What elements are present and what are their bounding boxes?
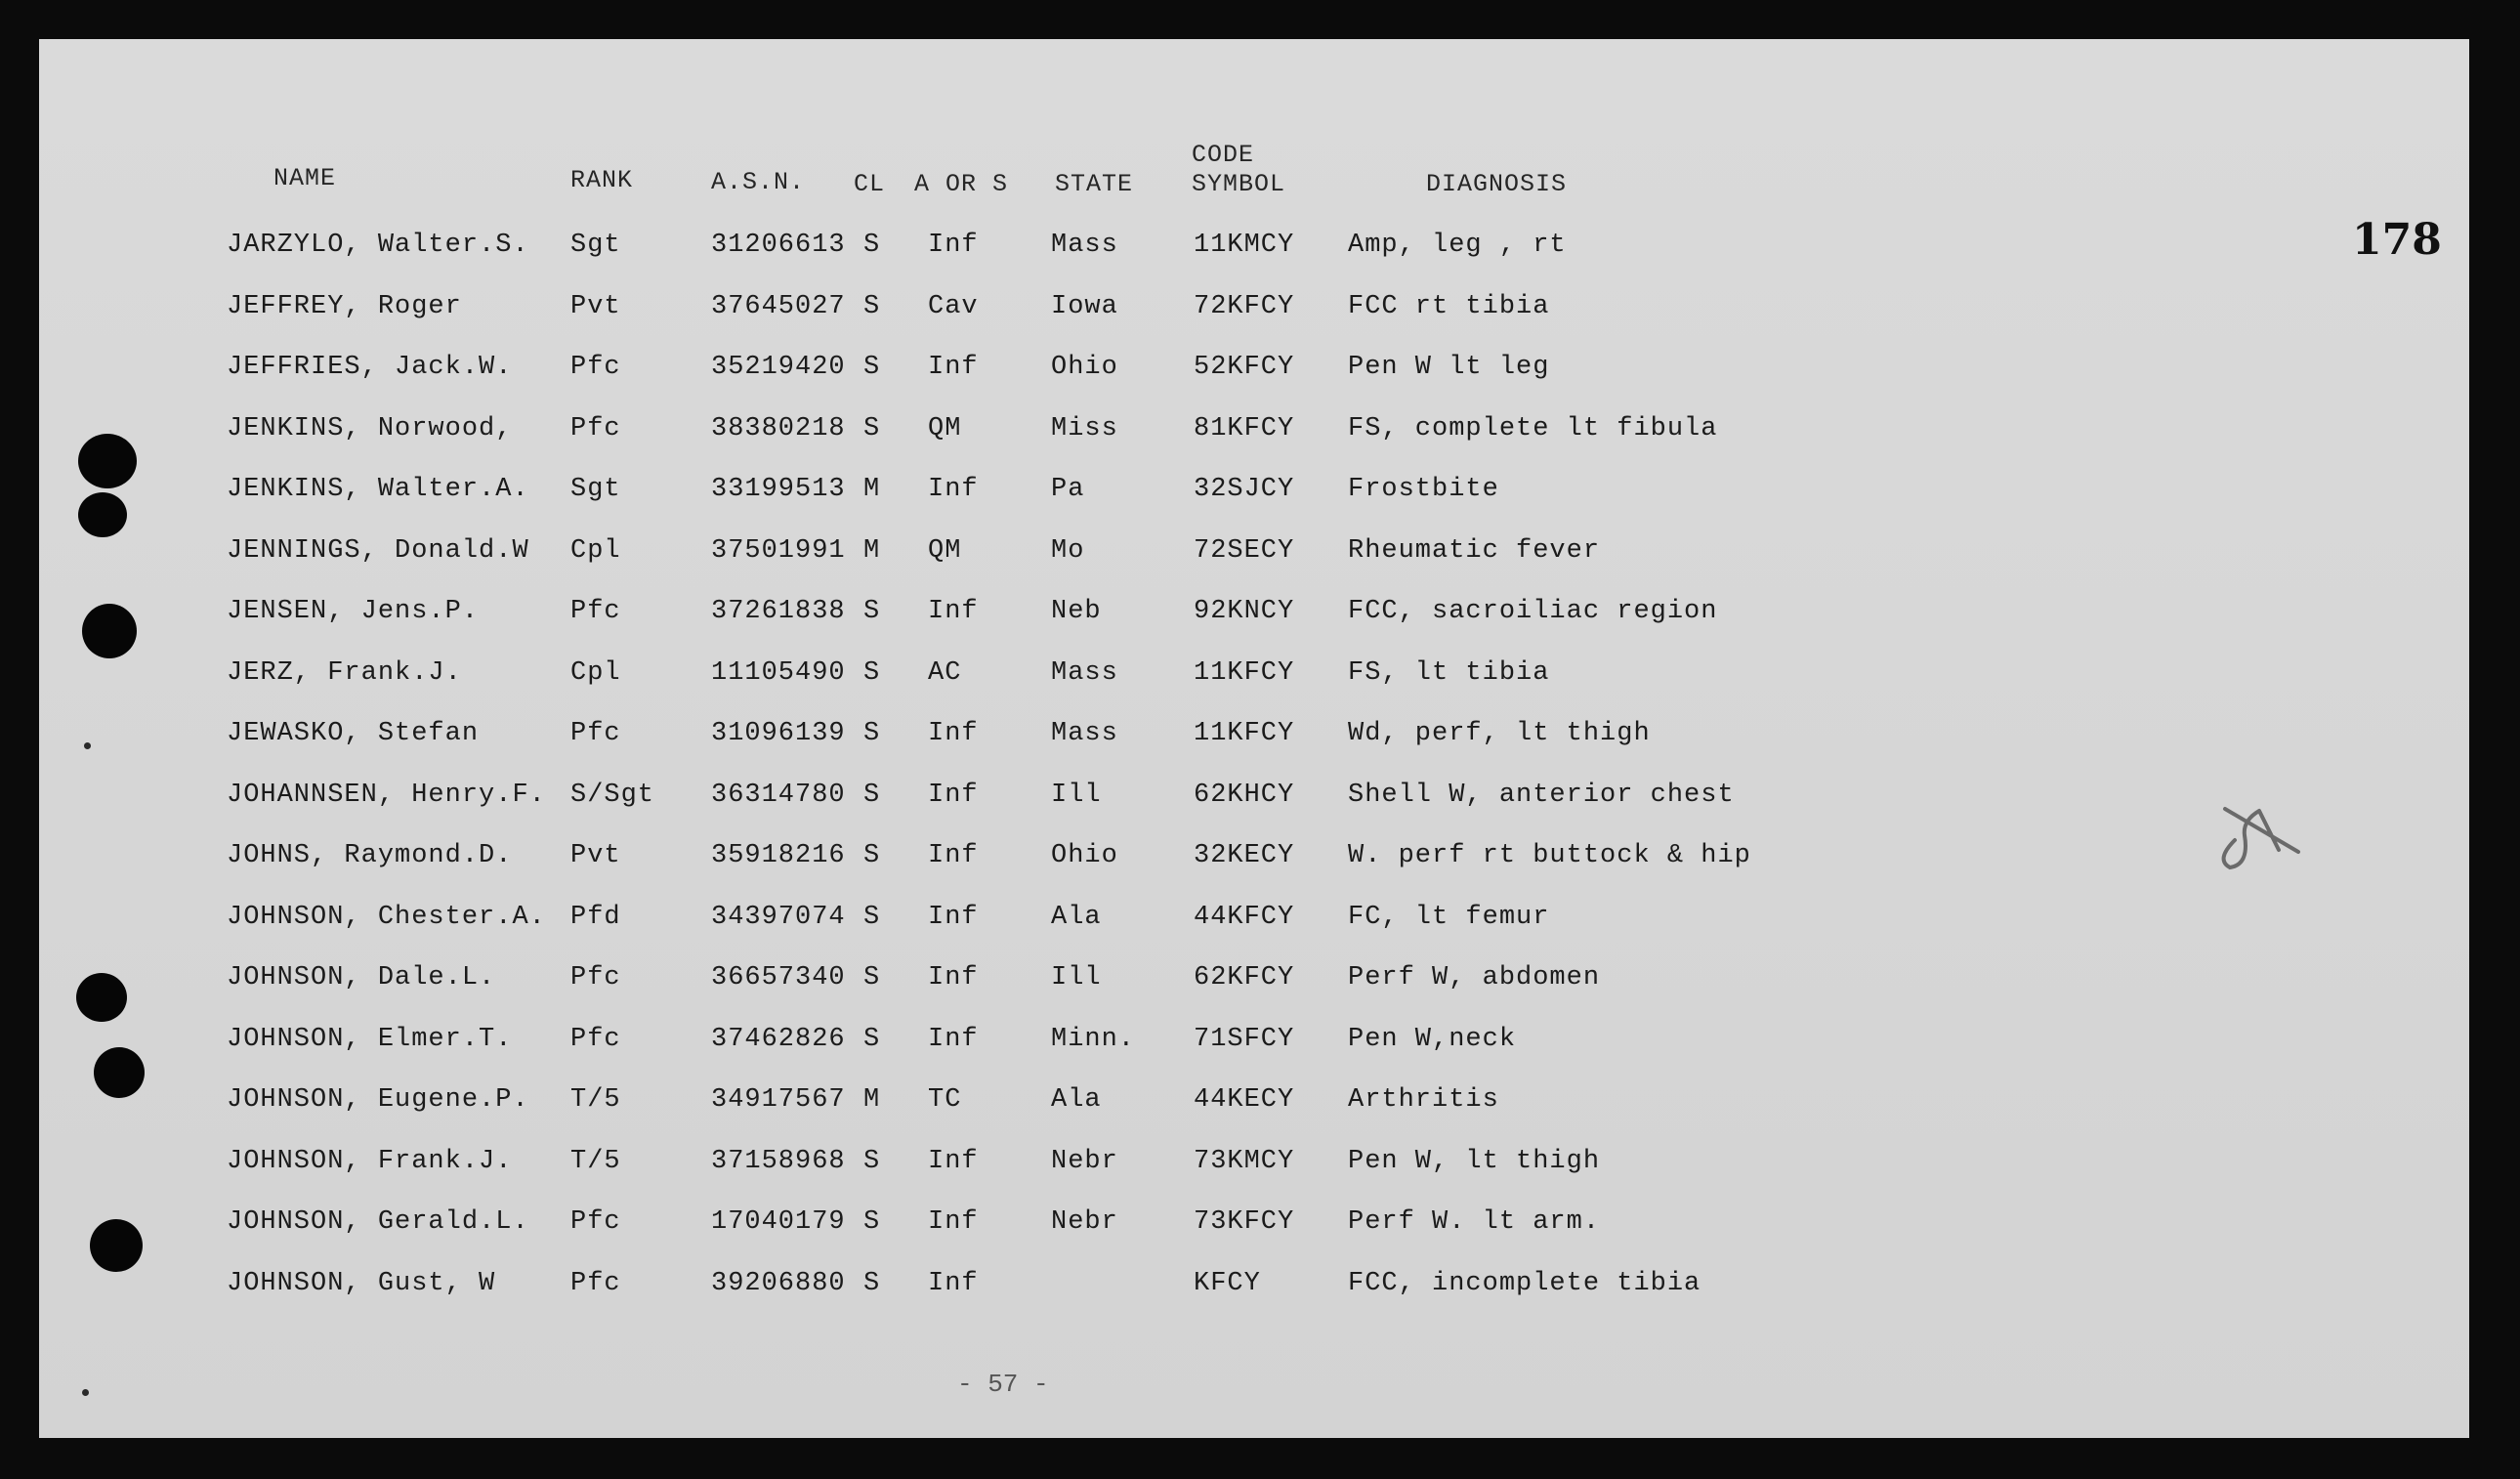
cell-rank: Cpl [570,535,621,566]
cell-name: JENNINGS, Donald.W [227,535,529,566]
cell-rank: Pfd [570,902,621,932]
cell-name: JARZYLO, Walter.S. [227,231,529,260]
cell-code: 62KHCY [1194,780,1295,810]
header-rank: RANK [570,166,634,194]
cell-name: JENSEN, Jens.P. [227,597,480,626]
cell-diagnosis: Pen W lt leg [1348,353,1550,382]
cell-asn: 37261838 [711,597,846,626]
cell-state: Ala [1051,902,1102,932]
punch-hole [82,604,137,658]
cell-code: 11KFCY [1194,719,1295,748]
cell-code: 32SJCY [1194,475,1295,504]
cell-code: 52KFCY [1194,353,1295,382]
cell-diagnosis: FC, lt femur [1348,902,1550,932]
header-symbol: SYMBOL [1192,170,1286,198]
cell-rank: Pfc [570,1268,621,1298]
punch-hole [78,492,127,537]
cell-code: 71SFCY [1194,1024,1295,1054]
cell-a-or-s: Inf [928,1207,979,1237]
cell-a-or-s: Inf [928,902,979,932]
cell-code: KFCY [1194,1268,1261,1298]
cell-diagnosis: Shell W, anterior chest [1348,780,1735,810]
cell-diagnosis: Pen W, lt thigh [1348,1146,1601,1176]
cell-a-or-s: QM [928,535,962,566]
cell-a-or-s: Cav [928,291,979,321]
cell-state: Nebr [1051,1146,1118,1176]
cell-cl: S [863,231,881,260]
cell-cl: S [863,657,881,688]
cell-a-or-s: AC [928,657,962,688]
cell-name: JOHNSON, Gust, W [227,1268,496,1298]
cell-rank: S/Sgt [570,780,655,810]
cell-diagnosis: FCC, sacroiliac region [1348,597,1718,626]
cell-state: Ala [1051,1085,1102,1115]
cell-cl: M [863,535,881,566]
cell-cl: S [863,413,881,444]
cell-state: Minn. [1051,1024,1136,1054]
cell-asn: 37462826 [711,1024,846,1054]
cell-asn: 35219420 [711,353,846,382]
cell-name: JEWASKO, Stefan [227,719,480,748]
cell-name: JOHNSON, Dale.L. [227,963,496,993]
speck [84,742,91,749]
cell-rank: Pfc [570,963,621,993]
cell-diagnosis: Amp, leg , rt [1348,231,1567,260]
cell-name: JENKINS, Norwood, [227,413,513,444]
cell-asn: 37645027 [711,291,846,321]
cell-name: JENKINS, Walter.A. [227,475,529,504]
cell-state: Mo [1051,535,1085,566]
cell-rank: Pfc [570,1207,621,1237]
cell-a-or-s: Inf [928,1024,979,1054]
cell-diagnosis: W. perf rt buttock & hip [1348,841,1751,870]
cell-name: JOHNSON, Elmer.T. [227,1024,513,1054]
cell-rank: Pvt [570,841,621,870]
cell-state: Mass [1051,657,1118,688]
cell-cl: S [863,291,881,321]
cell-diagnosis: FCC, incomplete tibia [1348,1268,1701,1298]
cell-diagnosis: FCC rt tibia [1348,291,1550,321]
cell-name: JOHNSON, Frank.J. [227,1146,513,1176]
cell-a-or-s: QM [928,413,962,444]
cell-asn: 11105490 [711,657,846,688]
cell-cl: S [863,597,881,626]
cell-rank: Pfc [570,413,621,444]
cell-cl: M [863,1085,881,1115]
cell-asn: 39206880 [711,1268,846,1298]
cell-code: 11KFCY [1194,657,1295,688]
cell-state: Mass [1051,719,1118,748]
header-asn: A.S.N. [711,168,806,196]
cell-name: JERZ, Frank.J. [227,657,462,688]
cell-state: Iowa [1051,291,1118,321]
cell-cl: S [863,1024,881,1054]
cell-diagnosis: Perf W, abdomen [1348,963,1601,993]
cell-cl: S [863,719,881,748]
header-diagnosis: DIAGNOSIS [1426,170,1568,198]
cell-a-or-s: Inf [928,719,979,748]
cell-asn: 37501991 [711,535,846,566]
punch-hole [76,973,127,1022]
page-number: 178 [2352,215,2442,265]
cell-asn: 31206613 [711,231,846,260]
cell-state: Ill [1051,963,1102,993]
cell-rank: T/5 [570,1085,621,1115]
cell-state: Nebr [1051,1207,1118,1237]
header-cl: CL [854,170,886,198]
cell-state: Ohio [1051,353,1118,382]
cell-asn: 36657340 [711,963,846,993]
cell-diagnosis: FS, complete lt fibula [1348,413,1718,444]
cell-rank: T/5 [570,1146,621,1176]
header-name: NAME [273,164,337,192]
cell-name: JEFFRIES, Jack.W. [227,353,513,382]
speck [82,1389,89,1396]
cell-cl: S [863,780,881,810]
cell-a-or-s: Inf [928,1268,979,1298]
cell-code: 73KMCY [1194,1146,1295,1176]
cell-code: 32KECY [1194,841,1295,870]
punch-hole [78,434,137,488]
header-a-or-s: A OR S [914,170,1009,198]
cell-a-or-s: Inf [928,475,979,504]
cell-a-or-s: Inf [928,1146,979,1176]
cell-a-or-s: Inf [928,231,979,260]
cell-state: Pa [1051,475,1085,504]
cell-diagnosis: Rheumatic fever [1348,535,1601,566]
cell-name: JEFFREY, Roger [227,291,462,321]
cell-asn: 35918216 [711,841,846,870]
cell-state: Miss [1051,413,1118,444]
pencil-mark-icon [2205,791,2303,879]
cell-name: JOHANNSEN, Henry.F. [227,780,546,810]
cell-state: Neb [1051,597,1102,626]
record-card [39,39,2469,1438]
cell-code: 11KMCY [1194,231,1295,260]
cell-cl: S [863,963,881,993]
cell-asn: 36314780 [711,780,846,810]
cell-name: JOHNS, Raymond.D. [227,841,513,870]
cell-code: 72KFCY [1194,291,1295,321]
footer-mark: - 57 - [957,1370,1049,1399]
cell-a-or-s: Inf [928,353,979,382]
cell-a-or-s: Inf [928,780,979,810]
cell-diagnosis: Frostbite [1348,475,1499,504]
cell-a-or-s: TC [928,1085,962,1115]
cell-rank: Sgt [570,231,621,260]
cell-rank: Pfc [570,597,621,626]
cell-diagnosis: Perf W. lt arm. [1348,1207,1601,1237]
header-state: STATE [1055,170,1134,198]
cell-asn: 17040179 [711,1207,846,1237]
cell-cl: S [863,1146,881,1176]
cell-state: Ill [1051,780,1102,810]
cell-asn: 37158968 [711,1146,846,1176]
cell-asn: 34917567 [711,1085,846,1115]
cell-code: 73KFCY [1194,1207,1295,1237]
cell-code: 44KFCY [1194,902,1295,932]
cell-asn: 38380218 [711,413,846,444]
cell-cl: M [863,475,881,504]
punch-hole [94,1047,145,1098]
cell-code: 62KFCY [1194,963,1295,993]
cell-code: 44KECY [1194,1085,1295,1115]
cell-diagnosis: FS, lt tibia [1348,657,1550,688]
cell-name: JOHNSON, Chester.A. [227,902,546,932]
cell-cl: S [863,353,881,382]
punch-hole [90,1219,143,1272]
cell-asn: 33199513 [711,475,846,504]
cell-cl: S [863,902,881,932]
cell-rank: Pfc [570,719,621,748]
cell-a-or-s: Inf [928,841,979,870]
cell-code: 92KNCY [1194,597,1295,626]
cell-cl: S [863,1268,881,1298]
cell-a-or-s: Inf [928,963,979,993]
cell-name: JOHNSON, Eugene.P. [227,1085,529,1115]
cell-diagnosis: Wd, perf, lt thigh [1348,719,1651,748]
cell-rank: Cpl [570,657,621,688]
cell-a-or-s: Inf [928,597,979,626]
cell-asn: 31096139 [711,719,846,748]
cell-code: 72SECY [1194,535,1295,566]
header-code: CODE [1192,141,1255,169]
cell-asn: 34397074 [711,902,846,932]
cell-name: JOHNSON, Gerald.L. [227,1207,529,1237]
cell-cl: S [863,841,881,870]
cell-rank: Pvt [570,291,621,321]
cell-cl: S [863,1207,881,1237]
cell-state: Ohio [1051,841,1118,870]
cell-rank: Pfc [570,1024,621,1054]
cell-rank: Pfc [570,353,621,382]
cell-code: 81KFCY [1194,413,1295,444]
cell-diagnosis: Arthritis [1348,1085,1499,1115]
cell-diagnosis: Pen W,neck [1348,1024,1517,1054]
cell-rank: Sgt [570,475,621,504]
cell-state: Mass [1051,231,1118,260]
